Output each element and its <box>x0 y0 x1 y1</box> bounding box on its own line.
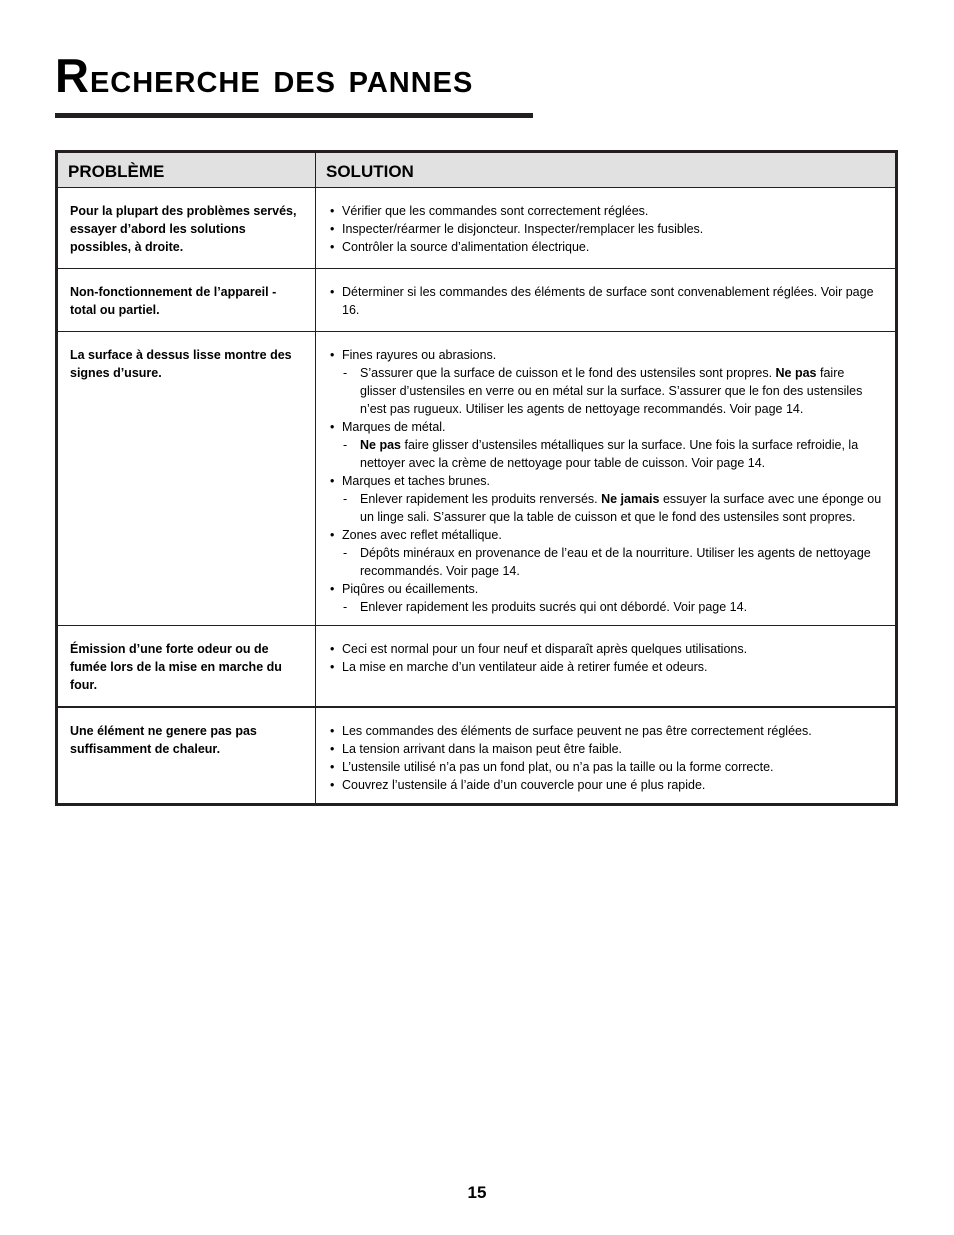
solution-item: • La tension arrivant dans la maison peut être faible. <box>330 740 883 758</box>
solution-item-text: Piqûres ou écaillements. <box>342 582 479 596</box>
subitem-text: Dépôts minéraux en provenance de l’eau et de la nourriture. Utiliser les agents de nettoyage recommandés. Voir page 14. <box>360 546 871 578</box>
table-row <box>57 626 897 708</box>
subitem-text: essuyer la surface avec une éponge ou un linge sali. S’assurer que la table de cuisson et que le fond des ustensiles sont propres. <box>360 492 882 524</box>
subitem-text: S’assurer que la surface de cuisson et le fond des ustensiles sont propres. <box>360 366 776 380</box>
page-title <box>55 49 474 102</box>
solution-sublist <box>342 544 883 580</box>
solution-subitem <box>342 490 883 526</box>
solution-cell <box>316 269 897 332</box>
problem-cell: Non-fonctionnement de l’appareil - total ou partiel. <box>57 269 316 332</box>
table-row <box>57 269 897 332</box>
solution-cell <box>316 707 897 805</box>
solution-item: • Couvrez l’ustensile á l’aide d’un couvercle pour une é plus rapide. <box>330 776 883 794</box>
page-title-initial: R <box>55 49 90 102</box>
solution-item: • Contrôler la source d’alimentation électrique. <box>330 238 883 256</box>
solution-list <box>330 283 883 319</box>
solution-item-text: Zones avec reflet métallique. <box>342 528 502 542</box>
table-row <box>57 332 897 626</box>
solution-item: • Déterminer si les commandes des éléments de surface sont convenablement réglées. Voir page 16. <box>330 283 883 319</box>
solution-sublist <box>342 598 883 616</box>
solution-sublist <box>342 490 883 526</box>
problem-cell: Émission d’une forte odeur ou de fumée lors de la mise en marche du four. <box>57 626 316 708</box>
solution-list <box>330 640 883 676</box>
solution-item: • La mise en marche d’un ventilateur aide à retirer fumée et odeurs. <box>330 658 883 676</box>
page-number: 15 <box>467 1183 487 1202</box>
solution-subitem <box>342 598 883 616</box>
header-problem: PROBLÈME <box>57 152 316 188</box>
problem-cell: Pour la plupart des problèmes servés, essayer d’abord les solutions possibles, à droite. <box>57 188 316 269</box>
solution-item-text: Marques de métal. <box>342 420 446 434</box>
subitem-text: Enlever rapidement les produits sucrés qui ont débordé. Voir page 14. <box>360 600 748 614</box>
solution-list <box>330 346 883 616</box>
table-row <box>57 707 897 805</box>
subitem-text: faire glisser d’ustensiles en verre ou en métal sur la surface. S’assurer que le fon des ustensiles n’est pas rugueux. Utiliser les agents de nettoyage recommandés. Voir page 14. <box>360 366 863 416</box>
subitem-emphasis: Ne jamais <box>601 492 660 506</box>
solution-subitem <box>342 364 883 418</box>
subitem-text: faire glisser d’ustensiles métalliques sur la surface. Une fois la surface refroidie, la nettoyer avec la crème de nettoyage pour table de cuisson. Voir page 14. <box>360 438 859 470</box>
solution-item: • Ceci est normal pour un four neuf et disparaît après quelques utilisations. <box>330 640 883 658</box>
solution-item: • Vérifier que les commandes sont correctement réglées. <box>330 202 883 220</box>
subitem-text: Enlever rapidement les produits renversés. <box>360 492 602 506</box>
table-row <box>57 188 897 269</box>
problem-cell: Une élément ne genere pas pas suffisamment de chaleur. <box>57 707 316 805</box>
problem-cell: La surface à dessus lisse montre des signes d’usure. <box>57 332 316 626</box>
solution-sublist <box>342 364 883 418</box>
solution-cell <box>316 332 897 626</box>
subitem-emphasis: Ne pas <box>360 438 401 452</box>
solution-sublist <box>342 436 883 472</box>
solution-item <box>330 346 883 418</box>
solution-list <box>330 202 883 256</box>
solution-list <box>330 722 883 794</box>
title-underline <box>55 113 533 118</box>
solution-cell <box>316 626 897 708</box>
solution-item-text: Fines rayures ou abrasions. <box>342 348 497 362</box>
solution-item <box>330 526 883 580</box>
solution-item: • Inspecter/réarmer le disjoncteur. Inspecter/remplacer les fusibles. <box>330 220 883 238</box>
solution-item: • Les commandes des éléments de surface peuvent ne pas être correctement réglées. <box>330 722 883 740</box>
solution-item: • L’ustensile utilisé n’a pas un fond plat, ou n’a pas la taille ou la forme correcte. <box>330 758 883 776</box>
solution-item <box>330 580 883 616</box>
solution-subitem <box>342 436 883 472</box>
solution-item <box>330 472 883 526</box>
solution-item <box>330 418 883 472</box>
troubleshooting-table <box>55 150 898 806</box>
page-title-rest: echerche des pannes <box>89 54 474 101</box>
subitem-emphasis: Ne pas <box>775 366 817 380</box>
solution-item-text: Marques et taches brunes. <box>342 474 490 488</box>
solution-subitem <box>342 544 883 580</box>
solution-cell <box>316 188 897 269</box>
table-header-row <box>57 152 897 188</box>
header-solution: SOLUTION <box>316 152 897 188</box>
